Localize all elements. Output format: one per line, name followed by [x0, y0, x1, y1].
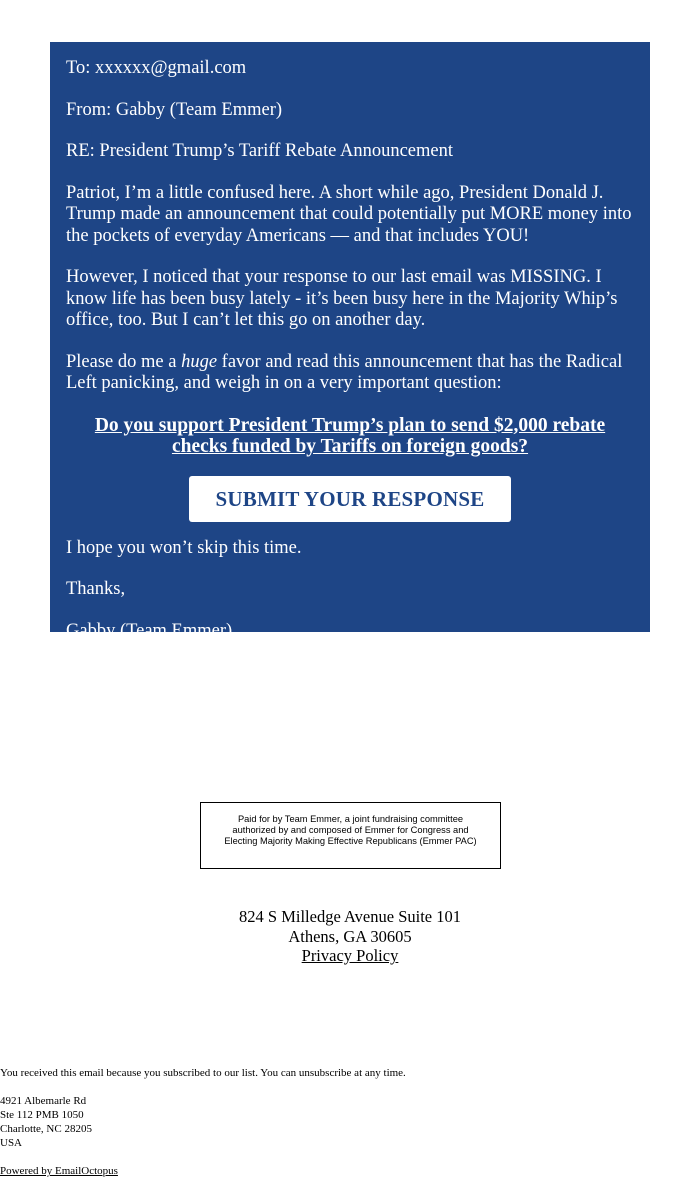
paragraph-3	[66, 352, 634, 395]
subject-line: RE: President Trump’s Tariff Rebate Announcement	[66, 141, 454, 161]
footer-address-4: USA	[0, 1137, 23, 1149]
footer-address-3: Charlotte, NC 28205	[0, 1123, 92, 1135]
privacy-policy-link[interactable]: Privacy Policy	[301, 946, 399, 965]
footer-address-2: Ste 112 PMB 1050	[0, 1109, 84, 1121]
subscription-notice: You received this email because you subscribed to our list. You can unsubscribe at any time.	[0, 1067, 406, 1079]
paragraph-2: However, I noticed that your response to our last email was MISSING. I know life has been busy lately - it’s been busy here in the Majority Whip’s office, too. But I can’t let this go on another day.	[66, 267, 618, 330]
footer-address-1: 4921 Albemarle Rd	[0, 1095, 87, 1107]
from-line: From: Gabby (Team Emmer)	[66, 99, 283, 120]
powered-by-link[interactable]: Powered by EmailOctopus	[0, 1165, 118, 1177]
paragraph-1: Patriot, I’m a little confused here. A short while ago, President Donald J. Trump made an announcement that could potentially put MORE money into the pockets of everyday Americans — and that includes YOU!	[66, 182, 632, 246]
address-line-2: Athens, GA 30605	[288, 926, 412, 946]
email-body	[50, 42, 650, 641]
paragraph-3-end: favor and read this announcement that has the Radical Left panicking, and weigh in on a very important question:	[66, 351, 623, 393]
question-link[interactable]: Do you support President Trump’s plan to send $2,000 rebate checks funded by Tariffs on foreign goods?	[94, 414, 606, 457]
address-line-1: 824 S Milledge Avenue Suite 101	[239, 907, 461, 926]
submit-response-button[interactable]: SUBMIT YOUR RESPONSE	[189, 476, 511, 522]
paragraph-3-start: Please do me a	[66, 351, 182, 372]
signature: Gabby (Team Emmer)	[66, 620, 233, 641]
thanks-line: Thanks,	[66, 579, 126, 599]
paragraph-3-emphasis: huge	[181, 351, 218, 372]
paid-for-disclaimer: Paid for by Team Emmer, a joint fundraising committee authorized by and composed of Emmer for Congress and Electing Majority Making Effective Republicans (Emmer PAC)	[200, 802, 501, 869]
to-line: To: xxxxxx@gmail.com	[66, 58, 247, 78]
closing-line: I hope you won’t skip this time.	[66, 537, 302, 558]
mailing-address	[0, 907, 700, 966]
email-headers	[66, 58, 634, 163]
email-footer	[0, 1066, 700, 1178]
